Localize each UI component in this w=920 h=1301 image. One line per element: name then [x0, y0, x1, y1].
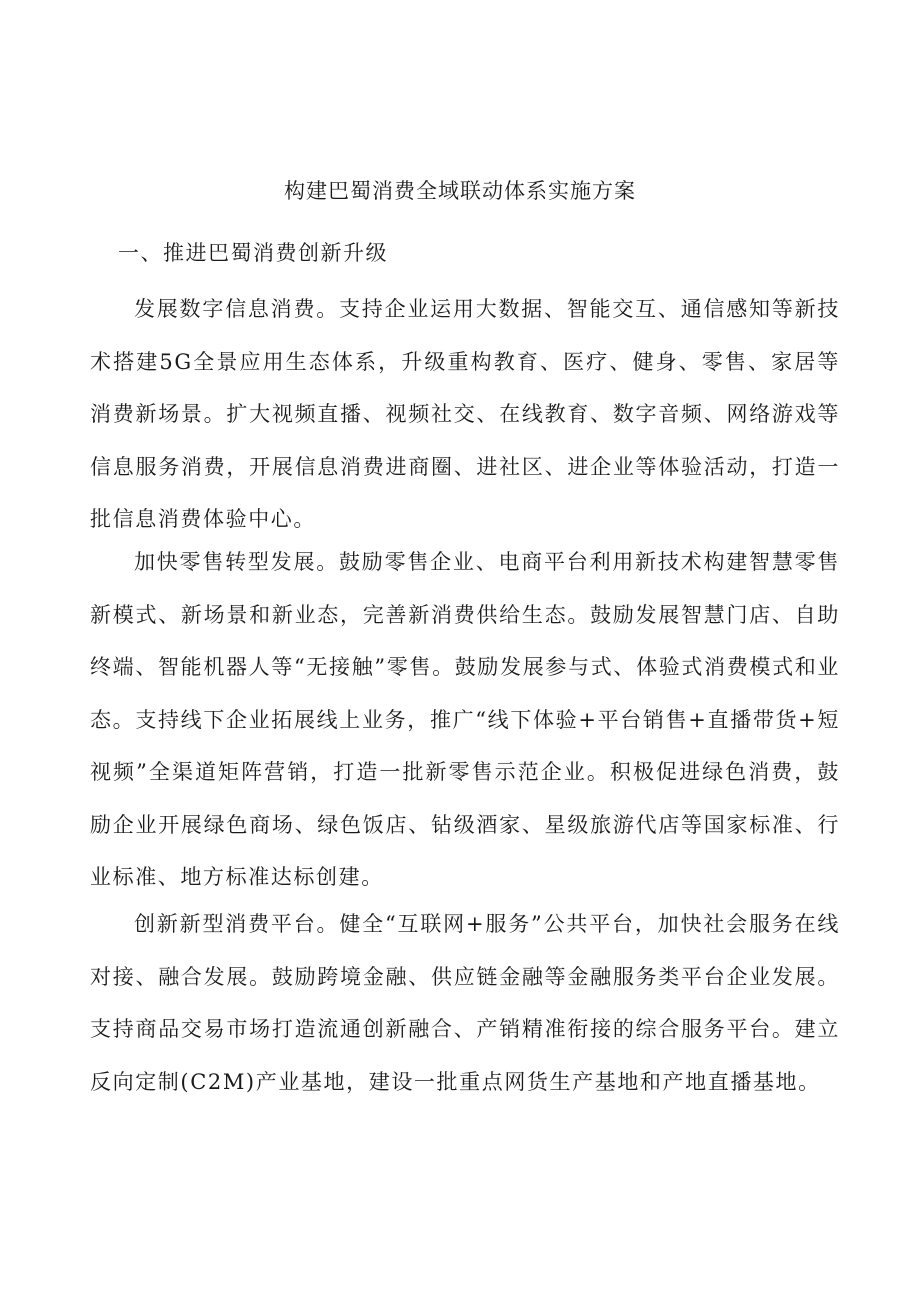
paragraph-retail-transformation: 加快零售转型发展。鼓励零售企业、电商平台利用新技术构建智慧零售新模式、新场景和新业态，完善新消费供给生态。鼓励发展智慧门店、自助终端、智能机器人等“无接触”零售。鼓励发展参与式、体验式消费模式和业态。支持线下企业拓展线上业务，推广“线下体验+平台销售+直播带货+短视频”全渠道矩阵营销，打造一批新零售示范企业。积极促进绿色消费，鼓励企业开展绿色商场、绿色饭店、钻级酒家、星级旅游代店等国家标准、行业标准、地方标准达标创建。: [90, 550, 840, 889]
section-heading: 一、推进巴蜀消费创新升级: [118, 241, 388, 265]
document-title: 构建巴蜀消费全域联动体系实施方案: [284, 179, 636, 203]
paragraph-digital-consumption: 发展数字信息消费。支持企业运用大数据、智能交互、通信感知等新技术搭建5G全景应用生态体系，升级重构教育、医疗、健身、零售、家居等消费新场景。扩大视频直播、视频社交、在线教育、数字音频、网络游戏等信息服务消费，开展信息消费进商圈、进社区、进企业等体验活动，打造一批信息消费体验中心。: [90, 297, 840, 531]
paragraph-consumption-platform: 创新新型消费平台。健全“互联网+服务”公共平台，加快社会服务在线对接、融合发展。鼓励跨境金融、供应链金融等金融服务类平台企业发展。支持商品交易市场打造流通创新融合、产销精准衔接的综合服务平台。建立反向定制(C2M)产业基地，建设一批重点网货生产基地和产地直播基地。: [90, 912, 840, 1094]
